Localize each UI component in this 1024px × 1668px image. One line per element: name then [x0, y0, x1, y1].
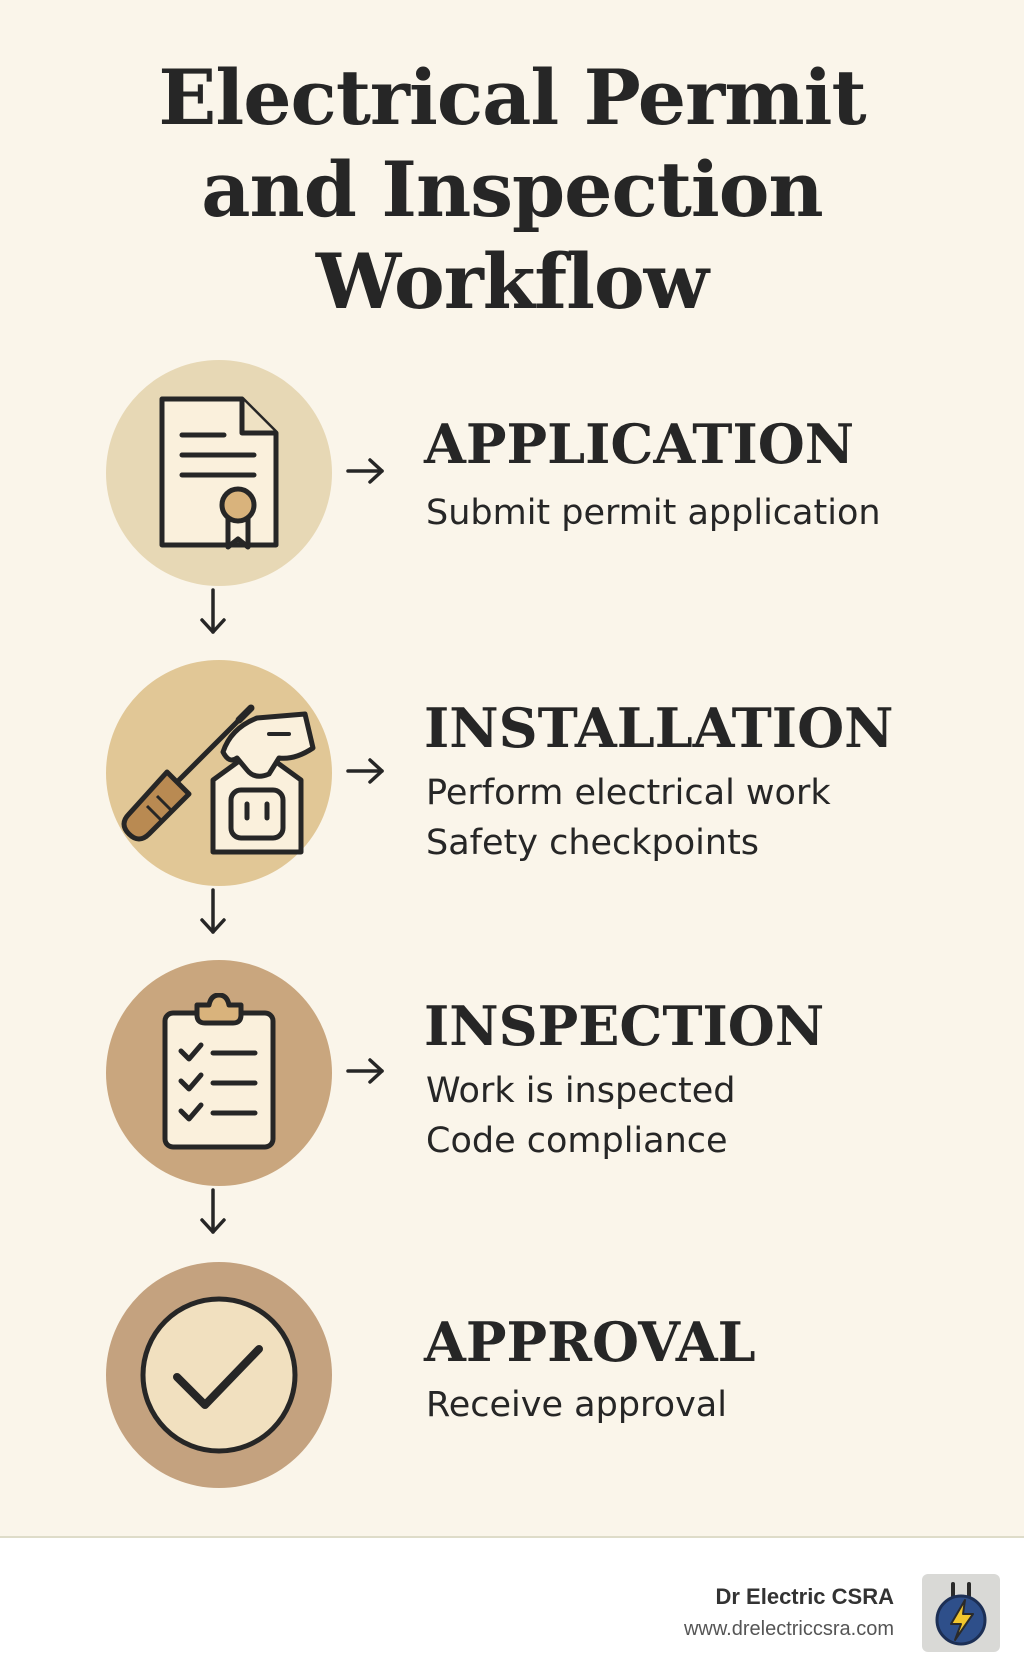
document-certificate-icon	[154, 393, 284, 553]
step-application-circle	[106, 360, 332, 586]
arrow-right-icon	[346, 1056, 386, 1086]
step-installation-circle	[106, 660, 332, 886]
step-title: APPLICATION	[424, 412, 855, 476]
clipboard-checklist-icon	[159, 993, 279, 1153]
step-description-line: Perform electrical work	[426, 773, 831, 813]
title-line-2: and Inspection	[201, 145, 823, 234]
step-description	[426, 1380, 727, 1430]
step-description-line: Submit permit application	[426, 493, 881, 533]
checkmark-circle-icon	[137, 1293, 301, 1457]
arrow-right-icon	[346, 756, 386, 786]
arrow-down-icon	[198, 588, 228, 636]
step-title: APPROVAL	[424, 1310, 756, 1374]
footer	[0, 1536, 1024, 1668]
step-description-line: Receive approval	[426, 1385, 727, 1425]
step-description-line: Safety checkpoints	[426, 823, 760, 863]
step-description-line: Code compliance	[426, 1121, 728, 1161]
brand-name: Dr Electric CSRA	[715, 1584, 894, 1609]
brand-url[interactable]: www.drelectriccsra.com	[683, 1618, 894, 1640]
title-line-3: Workflow	[315, 237, 709, 326]
step-description	[426, 1066, 735, 1166]
step-description	[426, 768, 831, 868]
brand-logo	[922, 1574, 1000, 1652]
step-inspection-circle	[106, 960, 332, 1186]
arrow-down-icon	[198, 888, 228, 936]
step-title: INSTALLATION	[424, 696, 894, 760]
step-description-line: Work is inspected	[426, 1071, 736, 1111]
page-title	[0, 52, 1024, 328]
step-approval-circle	[106, 1262, 332, 1488]
lightning-plug-logo-icon	[931, 1580, 991, 1646]
step-description	[426, 488, 881, 538]
screwdriver-outlet-icon	[119, 688, 319, 858]
step-title: INSPECTION	[424, 994, 825, 1058]
arrow-down-icon	[198, 1188, 228, 1236]
arrow-right-icon	[346, 456, 386, 486]
title-line-1: Electrical Permit	[158, 53, 866, 142]
